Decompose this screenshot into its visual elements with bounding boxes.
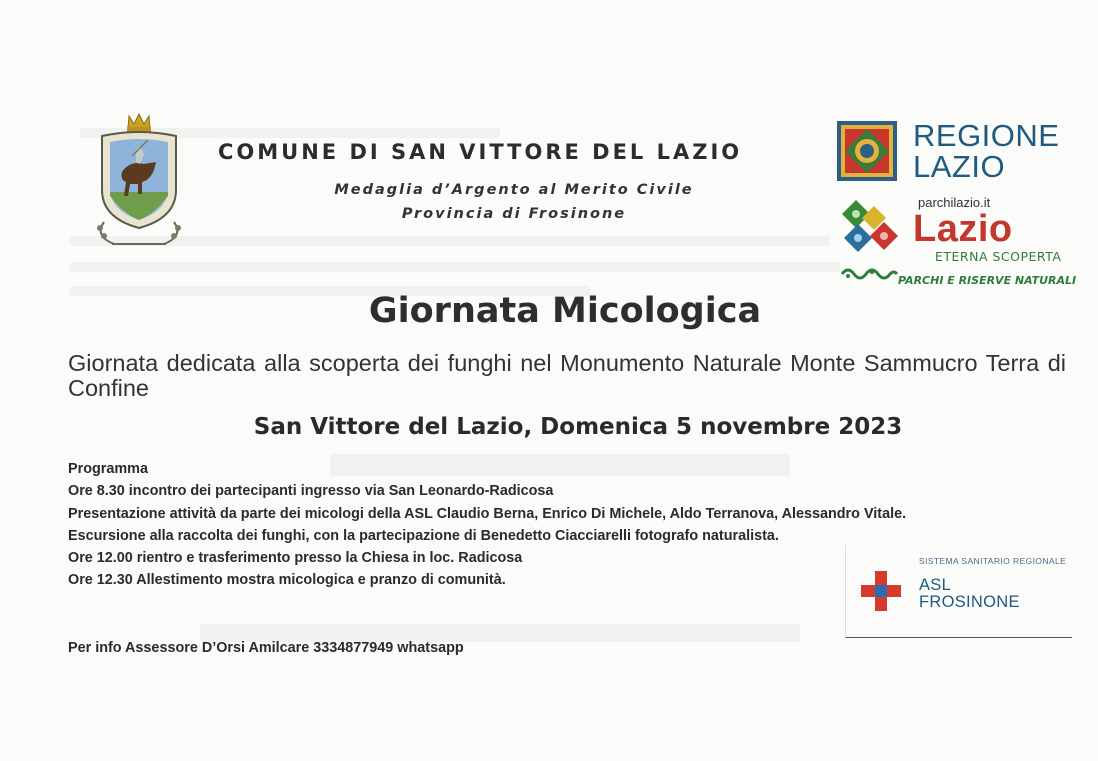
parchi-lazio-mosaic-icon: [840, 196, 908, 260]
coat-of-arms-icon: [84, 110, 194, 250]
asl-system-label: SISTEMA SANITARIO REGIONALE: [919, 556, 1067, 566]
medical-cross-icon: [860, 570, 902, 612]
province-subtitle: Provincia di Frosinone: [401, 206, 627, 222]
contact-info: Per info Assessore D’Orsi Amilcare 3334877949 whatsapp: [68, 640, 464, 656]
municipality-title: COMUNE DI SAN VITTORE DEL LAZIO: [218, 140, 743, 164]
parchi-lazio-wordmark: Lazio: [913, 208, 1013, 250]
event-place-date: San Vittore del Lazio, Domenica 5 novembre 2023: [253, 414, 903, 440]
parchi-riserve-label: PARCHI E RISERVE NATURALI: [898, 274, 1077, 287]
parchi-url: parchilazio.it: [918, 195, 991, 210]
program-item: Escursione alla raccolta dei funghi, con la partecipazione di Benedetto Ciacciarelli fotografo naturalista.: [68, 527, 779, 544]
regione-line2: LAZIO: [913, 149, 1006, 184]
parchi-tagline: ETERNA SCOPERTA: [935, 249, 1062, 264]
program-item: Ore 12.30 Allestimento mostra micologica e pranzo di comunità.: [68, 572, 506, 589]
event-title: Giornata Micologica: [368, 291, 762, 331]
program-heading: Programma: [68, 461, 148, 477]
bleed-through-line: [70, 262, 840, 272]
regione-lazio-wordmark: [913, 120, 1059, 182]
parchi-ornament-icon: [840, 264, 898, 284]
event-description: Giornata dedicata alla scoperta dei funghi nel Monumento Naturale Monte Sammucro Terra di Confine: [68, 350, 1066, 401]
program-item: Ore 12.00 rientro e trasferimento presso la Chiesa in loc. Radicosa: [68, 550, 523, 567]
regione-line1: REGIONE: [913, 118, 1060, 153]
regione-lazio-emblem-icon: [836, 120, 898, 182]
program-item: Ore 8.30 incontro dei partecipanti ingresso via San Leonardo-Radicosa: [68, 483, 554, 500]
asl-name-line2: FROSINONE: [919, 593, 1020, 611]
honor-subtitle: Medaglia d’Argento al Merito Civile: [334, 182, 694, 198]
asl-name-line1: ASL: [919, 576, 952, 594]
program-item: Presentazione attività da parte dei micologi della ASL Claudio Berna, Enrico Di Michele, Aldo Terranova, Alessandro Vitale.: [68, 505, 907, 522]
